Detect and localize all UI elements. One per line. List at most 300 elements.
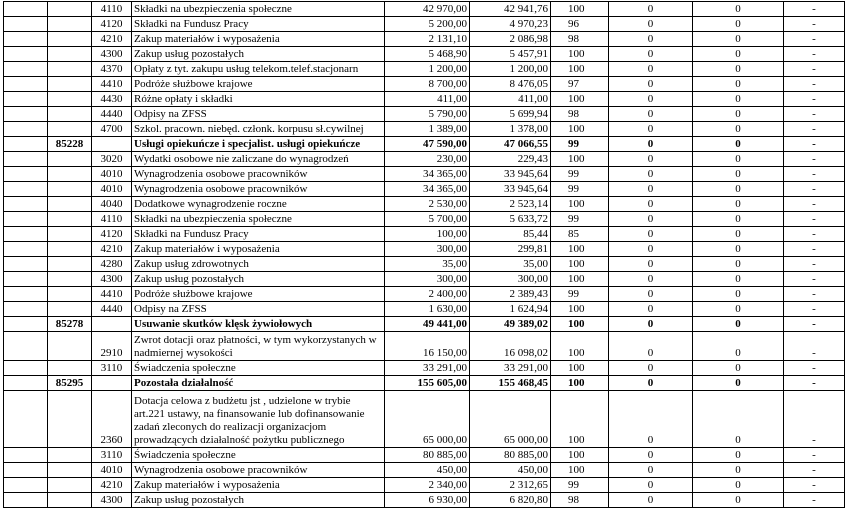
percent-cell: 99	[551, 137, 609, 152]
percent-cell: 98	[551, 493, 609, 508]
executed-amount-cell: 1 624,94	[470, 302, 551, 317]
percent-cell: 100	[551, 361, 609, 376]
zero-cell-a: 0	[609, 107, 693, 122]
table-row	[4, 478, 845, 493]
table-row	[4, 182, 845, 197]
blank-cell	[4, 448, 48, 463]
table-row	[4, 448, 845, 463]
budget-expenditure-table	[3, 1, 845, 508]
table-row	[4, 332, 845, 361]
table-row	[4, 167, 845, 182]
dash-cell: -	[784, 122, 845, 137]
zero-cell-b: 0	[693, 317, 784, 332]
paragraf-cell: 4010	[92, 463, 132, 478]
zero-cell-a: 0	[609, 167, 693, 182]
blank-cell	[4, 2, 48, 17]
table-row	[4, 463, 845, 478]
percent-cell: 99	[551, 212, 609, 227]
percent-cell: 98	[551, 107, 609, 122]
paragraf-cell: 4280	[92, 257, 132, 272]
rozdzial-cell	[48, 272, 92, 287]
paragraf-cell: 3020	[92, 152, 132, 167]
zero-cell-b: 0	[693, 391, 784, 448]
zero-cell-a: 0	[609, 197, 693, 212]
dash-cell: -	[784, 212, 845, 227]
dash-cell: -	[784, 448, 845, 463]
dash-cell: -	[784, 287, 845, 302]
plan-amount-cell: 8 700,00	[385, 77, 470, 92]
plan-amount-cell: 100,00	[385, 227, 470, 242]
plan-amount-cell: 42 970,00	[385, 2, 470, 17]
paragraf-cell: 4110	[92, 2, 132, 17]
executed-amount-cell: 411,00	[470, 92, 551, 107]
description-cell: Dotacja celowa z budżetu jst , udzielone w trybie art.221 ustawy, na finansowanie lub dofinansowanie zadań zleconych do realizacji organizacjom prowadzących działalność pożytku publicznego	[132, 391, 385, 448]
rozdzial-cell: 85278	[48, 317, 92, 332]
zero-cell-b: 0	[693, 493, 784, 508]
dash-cell: -	[784, 257, 845, 272]
zero-cell-b: 0	[693, 332, 784, 361]
zero-cell-a: 0	[609, 242, 693, 257]
paragraf-cell: 4410	[92, 77, 132, 92]
executed-amount-cell: 65 000,00	[470, 391, 551, 448]
executed-amount-cell: 1 378,00	[470, 122, 551, 137]
description-cell: Świadczenia społeczne	[132, 448, 385, 463]
percent-cell: 100	[551, 391, 609, 448]
percent-cell: 100	[551, 47, 609, 62]
zero-cell-b: 0	[693, 212, 784, 227]
dash-cell: -	[784, 493, 845, 508]
blank-cell	[4, 17, 48, 32]
percent-cell: 85	[551, 227, 609, 242]
dash-cell: -	[784, 2, 845, 17]
rozdzial-cell	[48, 182, 92, 197]
table-row	[4, 302, 845, 317]
plan-amount-cell: 47 590,00	[385, 137, 470, 152]
executed-amount-cell: 5 457,91	[470, 47, 551, 62]
rozdzial-cell	[48, 361, 92, 376]
dash-cell: -	[784, 242, 845, 257]
paragraf-cell: 4210	[92, 478, 132, 493]
zero-cell-b: 0	[693, 107, 784, 122]
table-row	[4, 62, 845, 77]
plan-amount-cell: 5 200,00	[385, 17, 470, 32]
executed-amount-cell: 6 820,80	[470, 493, 551, 508]
percent-cell: 96	[551, 17, 609, 32]
description-cell: Wydatki osobowe nie zaliczane do wynagrodzeń	[132, 152, 385, 167]
rozdzial-cell	[48, 152, 92, 167]
dash-cell: -	[784, 17, 845, 32]
blank-cell	[4, 302, 48, 317]
rozdzial-cell	[48, 32, 92, 47]
paragraf-cell: 4370	[92, 62, 132, 77]
paragraf-cell: 4430	[92, 92, 132, 107]
rozdzial-cell	[48, 62, 92, 77]
description-cell: Podróże służbowe krajowe	[132, 287, 385, 302]
blank-cell	[4, 167, 48, 182]
plan-amount-cell: 450,00	[385, 463, 470, 478]
executed-amount-cell: 47 066,55	[470, 137, 551, 152]
executed-amount-cell: 450,00	[470, 463, 551, 478]
executed-amount-cell: 33 291,00	[470, 361, 551, 376]
table-row	[4, 152, 845, 167]
dash-cell: -	[784, 227, 845, 242]
blank-cell	[4, 77, 48, 92]
zero-cell-a: 0	[609, 32, 693, 47]
description-cell: Różne opłaty i składki	[132, 92, 385, 107]
rozdzial-cell	[48, 92, 92, 107]
blank-cell	[4, 287, 48, 302]
zero-cell-b: 0	[693, 182, 784, 197]
paragraf-cell: 4410	[92, 287, 132, 302]
dash-cell: -	[784, 32, 845, 47]
zero-cell-a: 0	[609, 137, 693, 152]
paragraf-cell: 4120	[92, 17, 132, 32]
blank-cell	[4, 152, 48, 167]
dash-cell: -	[784, 62, 845, 77]
paragraf-cell	[92, 317, 132, 332]
rozdzial-cell: 85228	[48, 137, 92, 152]
blank-cell	[4, 463, 48, 478]
zero-cell-b: 0	[693, 167, 784, 182]
plan-amount-cell: 300,00	[385, 242, 470, 257]
blank-cell	[4, 212, 48, 227]
rozdzial-cell	[48, 287, 92, 302]
table-row	[4, 17, 845, 32]
paragraf-cell: 2360	[92, 391, 132, 448]
description-cell: Odpisy na ZFSS	[132, 107, 385, 122]
dash-cell: -	[784, 391, 845, 448]
executed-amount-cell: 33 945,64	[470, 182, 551, 197]
rozdzial-cell	[48, 197, 92, 212]
zero-cell-b: 0	[693, 257, 784, 272]
zero-cell-a: 0	[609, 376, 693, 391]
zero-cell-b: 0	[693, 47, 784, 62]
plan-amount-cell: 2 400,00	[385, 287, 470, 302]
executed-amount-cell: 16 098,02	[470, 332, 551, 361]
plan-amount-cell: 49 441,00	[385, 317, 470, 332]
rozdzial-cell: 85295	[48, 376, 92, 391]
executed-amount-cell: 5 699,94	[470, 107, 551, 122]
paragraf-cell: 2910	[92, 332, 132, 361]
table-row	[4, 287, 845, 302]
dash-cell: -	[784, 47, 845, 62]
rozdzial-cell	[48, 391, 92, 448]
rozdzial-cell	[48, 332, 92, 361]
percent-cell: 100	[551, 2, 609, 17]
plan-amount-cell: 6 930,00	[385, 493, 470, 508]
plan-amount-cell: 33 291,00	[385, 361, 470, 376]
rozdzial-cell	[48, 242, 92, 257]
section-row	[4, 376, 845, 391]
description-cell: Zakup materiałów i wyposażenia	[132, 242, 385, 257]
percent-cell: 100	[551, 122, 609, 137]
blank-cell	[4, 107, 48, 122]
table-row	[4, 272, 845, 287]
table-row	[4, 493, 845, 508]
blank-cell	[4, 227, 48, 242]
paragraf-cell: 4440	[92, 107, 132, 122]
description-cell: Podróże służbowe krajowe	[132, 77, 385, 92]
dash-cell: -	[784, 332, 845, 361]
description-cell: Opłaty z tyt. zakupu usług telekom.telef.stacjonarn	[132, 62, 385, 77]
blank-cell	[4, 197, 48, 212]
zero-cell-a: 0	[609, 2, 693, 17]
plan-amount-cell: 5 790,00	[385, 107, 470, 122]
zero-cell-b: 0	[693, 17, 784, 32]
plan-amount-cell: 1 200,00	[385, 62, 470, 77]
description-cell: Składki na Fundusz Pracy	[132, 227, 385, 242]
zero-cell-b: 0	[693, 242, 784, 257]
percent-cell: 100	[551, 317, 609, 332]
zero-cell-a: 0	[609, 62, 693, 77]
executed-amount-cell: 299,81	[470, 242, 551, 257]
description-cell: Wynagrodzenia osobowe pracowników	[132, 167, 385, 182]
zero-cell-a: 0	[609, 17, 693, 32]
paragraf-cell: 4010	[92, 182, 132, 197]
percent-cell: 100	[551, 257, 609, 272]
dash-cell: -	[784, 478, 845, 493]
plan-amount-cell: 2 530,00	[385, 197, 470, 212]
rozdzial-cell	[48, 463, 92, 478]
dash-cell: -	[784, 92, 845, 107]
plan-amount-cell: 5 468,90	[385, 47, 470, 62]
blank-cell	[4, 137, 48, 152]
percent-cell: 99	[551, 287, 609, 302]
zero-cell-b: 0	[693, 227, 784, 242]
table-row	[4, 257, 845, 272]
zero-cell-b: 0	[693, 272, 784, 287]
blank-cell	[4, 122, 48, 137]
executed-amount-cell: 2 523,14	[470, 197, 551, 212]
table-row	[4, 361, 845, 376]
dash-cell: -	[784, 463, 845, 478]
zero-cell-a: 0	[609, 302, 693, 317]
paragraf-cell: 4440	[92, 302, 132, 317]
zero-cell-b: 0	[693, 361, 784, 376]
zero-cell-a: 0	[609, 448, 693, 463]
executed-amount-cell: 5 633,72	[470, 212, 551, 227]
zero-cell-b: 0	[693, 152, 784, 167]
zero-cell-a: 0	[609, 332, 693, 361]
description-cell: Zakup usług pozostałych	[132, 272, 385, 287]
executed-amount-cell: 155 468,45	[470, 376, 551, 391]
executed-amount-cell: 2 312,65	[470, 478, 551, 493]
plan-amount-cell: 411,00	[385, 92, 470, 107]
rozdzial-cell	[48, 227, 92, 242]
percent-cell: 100	[551, 332, 609, 361]
zero-cell-a: 0	[609, 47, 693, 62]
zero-cell-a: 0	[609, 182, 693, 197]
dash-cell: -	[784, 167, 845, 182]
executed-amount-cell: 229,43	[470, 152, 551, 167]
executed-amount-cell: 42 941,76	[470, 2, 551, 17]
executed-amount-cell: 1 200,00	[470, 62, 551, 77]
executed-amount-cell: 35,00	[470, 257, 551, 272]
table-row	[4, 47, 845, 62]
zero-cell-b: 0	[693, 287, 784, 302]
blank-cell	[4, 257, 48, 272]
zero-cell-b: 0	[693, 62, 784, 77]
zero-cell-b: 0	[693, 122, 784, 137]
blank-cell	[4, 317, 48, 332]
zero-cell-a: 0	[609, 152, 693, 167]
percent-cell: 100	[551, 448, 609, 463]
percent-cell: 100	[551, 62, 609, 77]
zero-cell-a: 0	[609, 317, 693, 332]
paragraf-cell: 4210	[92, 242, 132, 257]
table-row	[4, 2, 845, 17]
dash-cell: -	[784, 376, 845, 391]
rozdzial-cell	[48, 493, 92, 508]
percent-cell: 100	[551, 197, 609, 212]
dash-cell: -	[784, 137, 845, 152]
zero-cell-a: 0	[609, 478, 693, 493]
table-row	[4, 77, 845, 92]
paragraf-cell: 4300	[92, 47, 132, 62]
dash-cell: -	[784, 197, 845, 212]
description-cell: Dodatkowe wynagrodzenie roczne	[132, 197, 385, 212]
paragraf-cell: 4120	[92, 227, 132, 242]
zero-cell-b: 0	[693, 463, 784, 478]
blank-cell	[4, 92, 48, 107]
zero-cell-a: 0	[609, 122, 693, 137]
dash-cell: -	[784, 77, 845, 92]
rozdzial-cell	[48, 478, 92, 493]
paragraf-cell: 4210	[92, 32, 132, 47]
plan-amount-cell: 34 365,00	[385, 182, 470, 197]
description-cell: Składki na ubezpieczenia społeczne	[132, 2, 385, 17]
rozdzial-cell	[48, 302, 92, 317]
plan-amount-cell: 1 630,00	[385, 302, 470, 317]
description-cell: Usługi opiekuńcze i specjalist. usługi opiekuńcze	[132, 137, 385, 152]
paragraf-cell: 3110	[92, 361, 132, 376]
zero-cell-a: 0	[609, 272, 693, 287]
executed-amount-cell: 2 389,43	[470, 287, 551, 302]
description-cell: Usuwanie skutków klęsk żywiołowych	[132, 317, 385, 332]
executed-amount-cell: 80 885,00	[470, 448, 551, 463]
table-row	[4, 107, 845, 122]
rozdzial-cell	[48, 2, 92, 17]
blank-cell	[4, 361, 48, 376]
dash-cell: -	[784, 272, 845, 287]
table-row	[4, 197, 845, 212]
plan-amount-cell: 35,00	[385, 257, 470, 272]
plan-amount-cell: 1 389,00	[385, 122, 470, 137]
paragraf-cell	[92, 137, 132, 152]
executed-amount-cell: 8 476,05	[470, 77, 551, 92]
table-row	[4, 92, 845, 107]
zero-cell-b: 0	[693, 92, 784, 107]
rozdzial-cell	[48, 212, 92, 227]
dash-cell: -	[784, 182, 845, 197]
plan-amount-cell: 155 605,00	[385, 376, 470, 391]
zero-cell-a: 0	[609, 463, 693, 478]
percent-cell: 100	[551, 463, 609, 478]
zero-cell-b: 0	[693, 197, 784, 212]
table-row	[4, 32, 845, 47]
blank-cell	[4, 376, 48, 391]
blank-cell	[4, 182, 48, 197]
blank-cell	[4, 62, 48, 77]
dash-cell: -	[784, 302, 845, 317]
plan-amount-cell: 2 131,10	[385, 32, 470, 47]
percent-cell: 97	[551, 77, 609, 92]
executed-amount-cell: 300,00	[470, 272, 551, 287]
paragraf-cell: 4700	[92, 122, 132, 137]
table-row	[4, 122, 845, 137]
zero-cell-b: 0	[693, 302, 784, 317]
zero-cell-b: 0	[693, 478, 784, 493]
paragraf-cell: 3110	[92, 448, 132, 463]
rozdzial-cell	[48, 107, 92, 122]
executed-amount-cell: 33 945,64	[470, 167, 551, 182]
zero-cell-b: 0	[693, 32, 784, 47]
blank-cell	[4, 242, 48, 257]
zero-cell-b: 0	[693, 376, 784, 391]
zero-cell-a: 0	[609, 287, 693, 302]
percent-cell: 99	[551, 182, 609, 197]
description-cell: Zakup usług zdrowotnych	[132, 257, 385, 272]
paragraf-cell: 4040	[92, 197, 132, 212]
rozdzial-cell	[48, 448, 92, 463]
zero-cell-a: 0	[609, 77, 693, 92]
zero-cell-b: 0	[693, 2, 784, 17]
zero-cell-a: 0	[609, 493, 693, 508]
zero-cell-b: 0	[693, 77, 784, 92]
table-row	[4, 391, 845, 448]
zero-cell-b: 0	[693, 137, 784, 152]
percent-cell: 100	[551, 272, 609, 287]
paragraf-cell	[92, 376, 132, 391]
rozdzial-cell	[48, 122, 92, 137]
rozdzial-cell	[48, 47, 92, 62]
blank-cell	[4, 32, 48, 47]
description-cell: Pozostała działalność	[132, 376, 385, 391]
percent-cell: 100	[551, 92, 609, 107]
blank-cell	[4, 332, 48, 361]
description-cell: Składki na Fundusz Pracy	[132, 17, 385, 32]
plan-amount-cell: 2 340,00	[385, 478, 470, 493]
plan-amount-cell: 65 000,00	[385, 391, 470, 448]
description-cell: Składki na ubezpieczenia społeczne	[132, 212, 385, 227]
rozdzial-cell	[48, 167, 92, 182]
table-body	[4, 2, 845, 508]
rozdzial-cell	[48, 17, 92, 32]
description-cell: Zwrot dotacji oraz płatności, w tym wykorzystanych w nadmiernej wysokości	[132, 332, 385, 361]
dash-cell: -	[784, 317, 845, 332]
plan-amount-cell: 34 365,00	[385, 167, 470, 182]
blank-cell	[4, 391, 48, 448]
executed-amount-cell: 4 970,23	[470, 17, 551, 32]
plan-amount-cell: 80 885,00	[385, 448, 470, 463]
executed-amount-cell: 85,44	[470, 227, 551, 242]
zero-cell-a: 0	[609, 92, 693, 107]
table-row	[4, 227, 845, 242]
percent-cell: 100	[551, 376, 609, 391]
percent-cell: 98	[551, 32, 609, 47]
plan-amount-cell: 300,00	[385, 272, 470, 287]
description-cell: Zakup usług pozostałych	[132, 47, 385, 62]
rozdzial-cell	[48, 77, 92, 92]
description-cell: Wynagrodzenia osobowe pracowników	[132, 182, 385, 197]
zero-cell-a: 0	[609, 257, 693, 272]
paragraf-cell: 4110	[92, 212, 132, 227]
plan-amount-cell: 5 700,00	[385, 212, 470, 227]
rozdzial-cell	[48, 257, 92, 272]
paragraf-cell: 4300	[92, 272, 132, 287]
dash-cell: -	[784, 107, 845, 122]
dash-cell: -	[784, 361, 845, 376]
